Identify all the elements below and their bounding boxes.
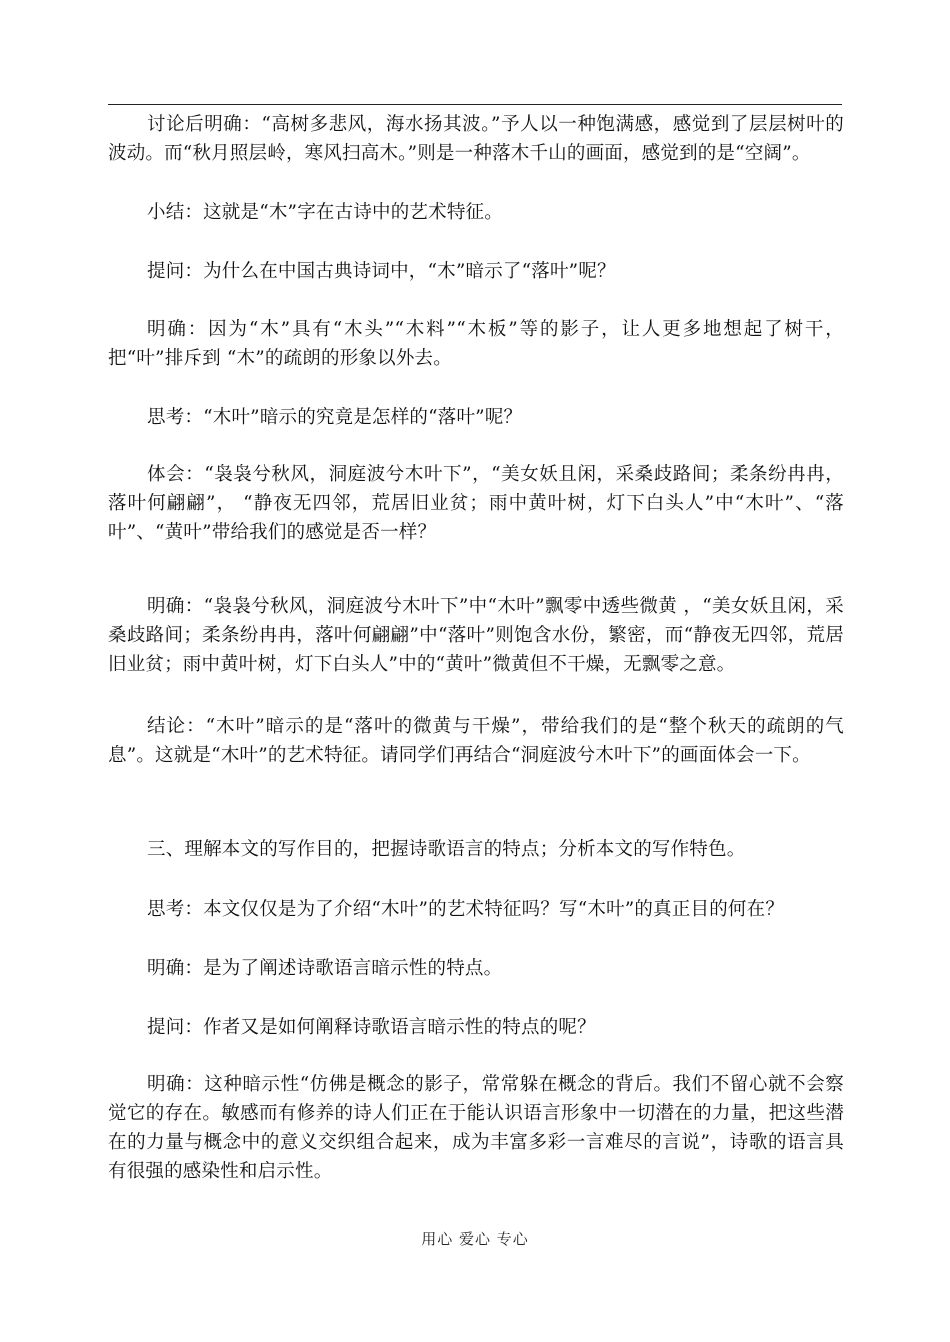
paragraph-answer-4: 明确：这种暗示性“仿佛是概念的影子，常常躲在概念的背后。我们不留心就不会察觉它的存在。敏感而有修养的诗人们正在于能认识语言形象中一切潜在的力量，把这些潜在的力量与概念中的意义交织组合起来，成为丰富多彩一言难尽的言说”，诗歌的语言具有很强的感染性和启示性。	[108, 1074, 844, 1182]
paragraph-question-1: 提问：为什么在中国古典诗词中，“木”暗示了“落叶”呢？	[147, 261, 616, 282]
page-footer: 用心 爱心 专心	[421, 1230, 529, 1248]
paragraph-think-2: 思考：本文仅仅是为了介绍“木叶”的艺术特征吗？写“木叶”的真正目的何在？	[147, 899, 785, 920]
header-rule	[108, 104, 842, 105]
paragraph-question-2: 提问：作者又是如何阐释诗歌语言暗示性的特点的呢？	[147, 1017, 596, 1038]
paragraph-discussion: 讨论后明确：“高树多悲风，海水扬其波。”予人以一种饱满感，感觉到了层层树叶的波动。而“秋月照层岭，寒风扫高木。”则是一种落木千山的画面，感觉到的是“空阔”。	[108, 114, 844, 164]
paragraph-think-1: 思考：“木叶”暗示的究竟是怎样的“落叶”呢？	[147, 407, 523, 428]
paragraph-answer-1: 明确：因为“木”具有“木头”“木料”“木板”等的影子，让人更多地想起了树干，把“叶”排斥到 “木”的疏朗的形象以外去。	[108, 319, 844, 369]
paragraph-answer-2: 明确：“袅袅兮秋风，洞庭波兮木叶下”中“木叶”飘零中透些微黄 ，“美女妖且闲，采桑歧路间；柔条纷冉冉，落叶何翩翩”中“落叶”则饱含水份，繁密，而“静夜无四邻，荒居旧业贫；雨中黄叶树，灯下白头人”中的“黄叶”微黄但不干燥，无飘零之意。	[108, 596, 844, 675]
section-heading-3: 三、理解本文的写作目的，把握诗歌语言的特点；分析本文的写作特色。	[147, 839, 746, 860]
paragraph-conclusion: 结论：“木叶”暗示的是“落叶的微黄与干燥”，带给我们的是“整个秋天的疏朗的气息”。这就是“木叶”的艺术特征。请同学们再结合“洞庭波兮木叶下”的画面体会一下。	[108, 716, 844, 766]
paragraph-summary: 小结：这就是“木”字在古诗中的艺术特征。	[147, 202, 503, 223]
paragraph-answer-3: 明确：是为了阐述诗歌语言暗示性的特点。	[147, 958, 503, 979]
paragraph-experience: 体会：“袅袅兮秋风，洞庭波兮木叶下”，“美女妖且闲，采桑歧路间；柔条纷冉冉，落叶何翩翩”， “静夜无四邻，荒居旧业贫；雨中黄叶树，灯下白头人”中“木叶”、“落叶”、“黄叶”带给我们的感觉是否一样？	[108, 464, 844, 543]
